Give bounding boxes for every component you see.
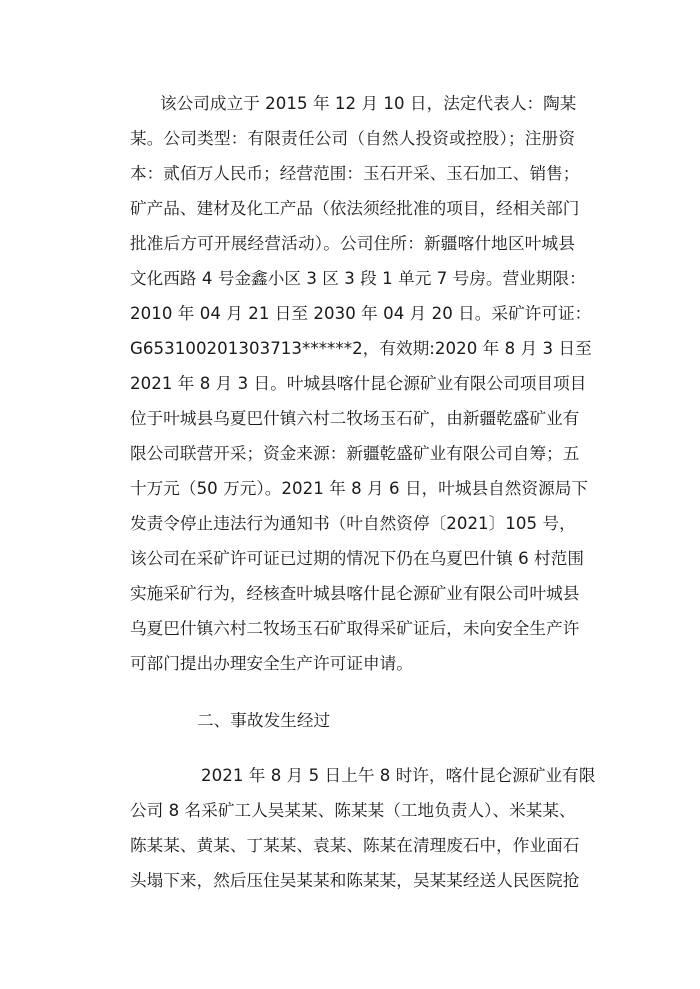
text-line: 实施采矿行为，经核查叶城县喀什昆仑源矿业有限公司叶城县 (130, 584, 580, 603)
section-heading: 二、事故发生经过 (197, 711, 331, 730)
text-line: 批准后方可开展经营活动）。公司住所：新疆喀什地区叶城县 (130, 234, 575, 253)
text-line: 发责令停止违法行为通知书（叶自然资停〔2021〕105 号， (130, 514, 576, 533)
text-line: 公司 8 名采矿工人吴某某、陈某某（工地负责人）、米某某、 (130, 801, 576, 820)
text-line: 某。公司类型：有限责任公司（自然人投资或控股）；注册资 (130, 129, 575, 148)
text-line: 可部门提出办理安全生产许可证申请。 (130, 654, 413, 673)
text-line: 限公司联营开采；资金来源：新疆乾盛矿业有限公司自筹；五 (130, 444, 580, 463)
text-line: 陈某某、黄某、丁某某、袁某、陈某在清理废石中，作业面石 (130, 836, 580, 855)
text-line: 本：贰佰万人民币；经营范围：玉石开采、玉石加工、销售； (130, 164, 580, 183)
text-line: 文化西路 4 号金鑫小区 3 区 3 段 1 单元 7 号房。营业期限： (130, 269, 586, 288)
text-line: 该公司成立于 2015 年 12 月 10 日，法定代表人：陶某 (160, 94, 577, 113)
text-line: 十万元（50 万元）。2021 年 8 月 6 日，叶城县自然资源局下 (130, 479, 589, 498)
text-line: 头塌下来，然后压住吴某某和陈某某，吴某某经送人民医院抢 (130, 871, 580, 890)
text-line: 2021 年 8 月 5 日上午 8 时许，喀什昆仑源矿业有限 (201, 766, 596, 785)
text-line: 乌夏巴什镇六村二牧场玉石矿取得采矿证后，未向安全生产许 (130, 619, 580, 638)
text-line: 该公司在采矿许可证已过期的情况下仍在乌夏巴什镇 6 村范围 (130, 549, 584, 568)
text-line: 2010 年 04 月 21 日至 2030 年 04 月 20 日。采矿许可证： (130, 304, 592, 323)
text-line: 矿产品、建材及化工产品（依法须经批准的项目，经相关部门 (130, 199, 580, 218)
text-line: G653100201303713******2，有效期:2020 年 8 月 3 日至 (130, 339, 592, 358)
text-line: 位于叶城县乌夏巴什镇六村二牧场玉石矿，由新疆乾盛矿业有 (130, 409, 580, 428)
text-line: 2021 年 8 月 3 日。叶城县喀什昆仑源矿业有限公司项目项目 (130, 374, 587, 393)
